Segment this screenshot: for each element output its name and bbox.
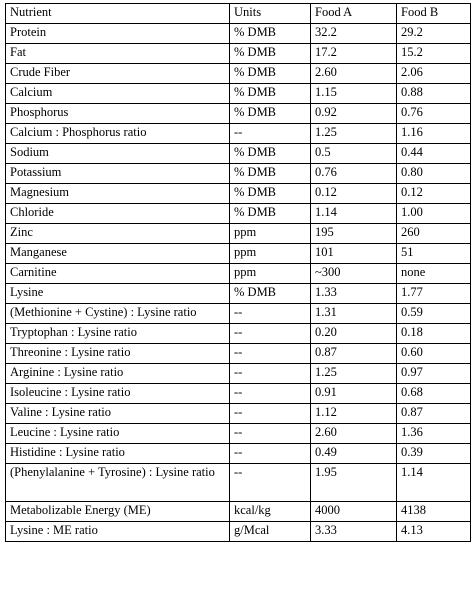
cell-food-b: none	[397, 264, 471, 284]
cell-units: --	[230, 384, 311, 404]
cell-nutrient: Leucine : Lysine ratio	[6, 424, 230, 444]
cell-units: % DMB	[230, 144, 311, 164]
cell-food-b: 0.87	[397, 404, 471, 424]
cell-units: ppm	[230, 244, 311, 264]
cell-units: --	[230, 444, 311, 464]
cell-food-b: 0.97	[397, 364, 471, 384]
cell-food-b: 4138	[397, 502, 471, 522]
cell-food-b: 51	[397, 244, 471, 264]
cell-food-a: 0.92	[311, 104, 397, 124]
cell-food-a: ~300	[311, 264, 397, 284]
table-row	[6, 284, 471, 304]
cell-units: --	[230, 364, 311, 384]
cell-nutrient: Sodium	[6, 144, 230, 164]
cell-units: % DMB	[230, 64, 311, 84]
cell-food-a: 1.33	[311, 284, 397, 304]
cell-nutrient: Crude Fiber	[6, 64, 230, 84]
cell-food-a: 0.87	[311, 344, 397, 364]
cell-units: ppm	[230, 264, 311, 284]
table-row	[6, 204, 471, 224]
cell-nutrient: Calcium	[6, 84, 230, 104]
cell-units: % DMB	[230, 104, 311, 124]
table-row	[6, 344, 471, 364]
cell-food-b: 1.77	[397, 284, 471, 304]
cell-units: --	[230, 424, 311, 444]
cell-food-a: 195	[311, 224, 397, 244]
cell-food-a: 1.25	[311, 364, 397, 384]
table-row	[6, 124, 471, 144]
cell-nutrient: Zinc	[6, 224, 230, 244]
cell-food-b: 0.60	[397, 344, 471, 364]
cell-food-b: 1.14	[397, 464, 471, 502]
cell-units: --	[230, 324, 311, 344]
header-units: Units	[230, 4, 311, 24]
table-row	[6, 444, 471, 464]
cell-food-a: 3.33	[311, 522, 397, 542]
cell-food-b: 0.80	[397, 164, 471, 184]
cell-food-a: 1.95	[311, 464, 397, 502]
cell-units: ppm	[230, 224, 311, 244]
cell-units: g/Mcal	[230, 522, 311, 542]
header-food-b: Food B	[397, 4, 471, 24]
cell-food-a: 0.20	[311, 324, 397, 344]
table-row	[6, 502, 471, 522]
cell-food-a: 0.5	[311, 144, 397, 164]
cell-food-b: 1.00	[397, 204, 471, 224]
cell-food-b: 4.13	[397, 522, 471, 542]
cell-food-a: 1.15	[311, 84, 397, 104]
cell-nutrient: Histidine : Lysine ratio	[6, 444, 230, 464]
cell-units: % DMB	[230, 204, 311, 224]
cell-food-b: 0.44	[397, 144, 471, 164]
cell-food-a: 1.14	[311, 204, 397, 224]
cell-units: --	[230, 344, 311, 364]
table-row	[6, 264, 471, 284]
cell-units: % DMB	[230, 284, 311, 304]
cell-food-b: 15.2	[397, 44, 471, 64]
table-row	[6, 84, 471, 104]
cell-food-a: 1.25	[311, 124, 397, 144]
cell-food-b: 0.88	[397, 84, 471, 104]
table-row	[6, 164, 471, 184]
cell-units: --	[230, 124, 311, 144]
table-row	[6, 324, 471, 344]
cell-units: % DMB	[230, 164, 311, 184]
cell-units: --	[230, 304, 311, 324]
cell-food-a: 1.12	[311, 404, 397, 424]
cell-nutrient: Threonine : Lysine ratio	[6, 344, 230, 364]
table-row	[6, 424, 471, 444]
table-row	[6, 244, 471, 264]
cell-units: % DMB	[230, 184, 311, 204]
cell-nutrient: Phosphorus	[6, 104, 230, 124]
cell-nutrient: Fat	[6, 44, 230, 64]
cell-food-a: 2.60	[311, 424, 397, 444]
cell-food-b: 0.39	[397, 444, 471, 464]
table-row	[6, 304, 471, 324]
cell-food-a: 2.60	[311, 64, 397, 84]
cell-food-b: 0.76	[397, 104, 471, 124]
cell-food-b: 2.06	[397, 64, 471, 84]
cell-food-b: 0.12	[397, 184, 471, 204]
cell-food-b: 29.2	[397, 24, 471, 44]
cell-units: --	[230, 404, 311, 424]
table-row	[6, 104, 471, 124]
cell-food-a: 32.2	[311, 24, 397, 44]
table-body	[6, 24, 471, 542]
cell-food-b: 260	[397, 224, 471, 244]
table-row	[6, 464, 471, 502]
cell-nutrient: Metabolizable Energy (ME)	[6, 502, 230, 522]
cell-nutrient: (Phenylalanine + Tyrosine) : Lysine ratio	[6, 464, 230, 502]
cell-nutrient: (Methionine + Cystine) : Lysine ratio	[6, 304, 230, 324]
cell-nutrient: Tryptophan : Lysine ratio	[6, 324, 230, 344]
cell-units: % DMB	[230, 44, 311, 64]
cell-nutrient: Lysine	[6, 284, 230, 304]
cell-food-a: 101	[311, 244, 397, 264]
table-row	[6, 64, 471, 84]
cell-food-b: 0.59	[397, 304, 471, 324]
cell-nutrient: Magnesium	[6, 184, 230, 204]
cell-nutrient: Potassium	[6, 164, 230, 184]
cell-units: % DMB	[230, 24, 311, 44]
cell-nutrient: Calcium : Phosphorus ratio	[6, 124, 230, 144]
table-row	[6, 144, 471, 164]
cell-nutrient: Arginine : Lysine ratio	[6, 364, 230, 384]
cell-nutrient: Carnitine	[6, 264, 230, 284]
table-row	[6, 404, 471, 424]
table-row	[6, 522, 471, 542]
header-food-a: Food A	[311, 4, 397, 24]
cell-units: kcal/kg	[230, 502, 311, 522]
cell-food-b: 1.16	[397, 124, 471, 144]
table-row	[6, 384, 471, 404]
cell-food-a: 4000	[311, 502, 397, 522]
cell-food-a: 1.31	[311, 304, 397, 324]
cell-nutrient: Manganese	[6, 244, 230, 264]
cell-nutrient: Chloride	[6, 204, 230, 224]
table-row	[6, 364, 471, 384]
cell-food-b: 0.68	[397, 384, 471, 404]
table-row	[6, 184, 471, 204]
table-row	[6, 224, 471, 244]
header-nutrient: Nutrient	[6, 4, 230, 24]
cell-nutrient: Isoleucine : Lysine ratio	[6, 384, 230, 404]
cell-units: % DMB	[230, 84, 311, 104]
cell-food-a: 17.2	[311, 44, 397, 64]
cell-nutrient: Valine : Lysine ratio	[6, 404, 230, 424]
cell-units: --	[230, 464, 311, 502]
cell-nutrient: Lysine : ME ratio	[6, 522, 230, 542]
cell-food-a: 0.76	[311, 164, 397, 184]
cell-food-a: 0.49	[311, 444, 397, 464]
cell-food-a: 0.12	[311, 184, 397, 204]
cell-nutrient: Protein	[6, 24, 230, 44]
table-row	[6, 24, 471, 44]
nutrient-table	[5, 3, 471, 542]
table-row	[6, 44, 471, 64]
cell-food-b: 1.36	[397, 424, 471, 444]
cell-food-b: 0.18	[397, 324, 471, 344]
table-header-row	[6, 4, 471, 24]
cell-food-a: 0.91	[311, 384, 397, 404]
